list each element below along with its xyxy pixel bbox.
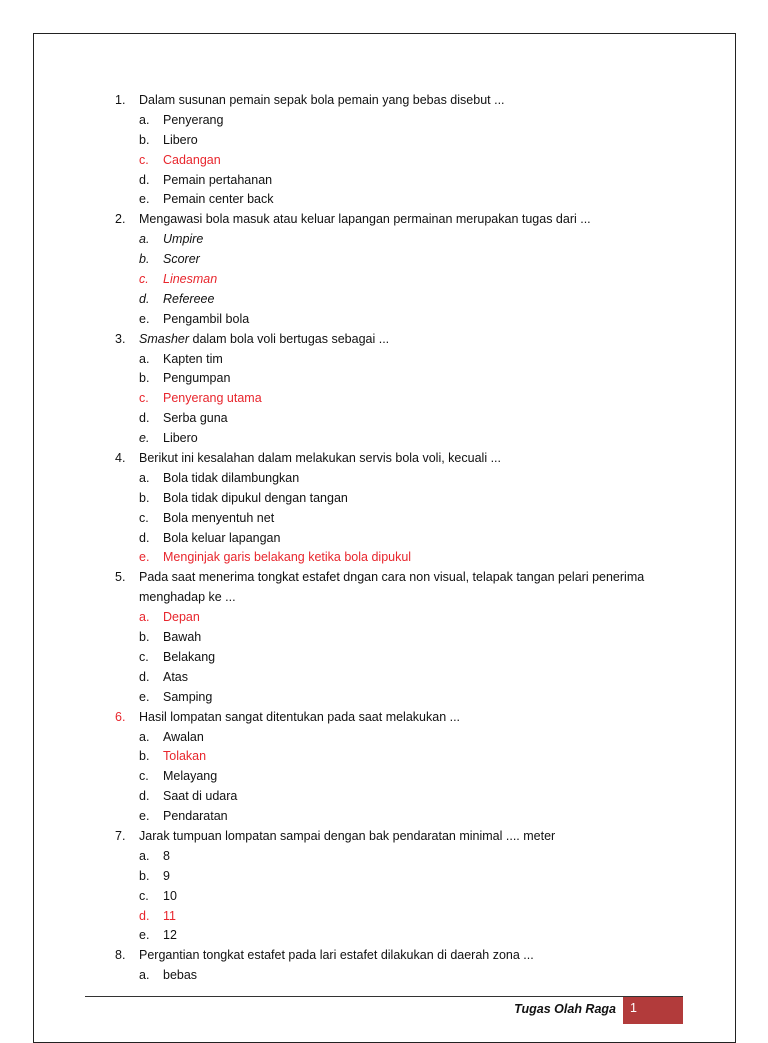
option-3a xyxy=(0,350,768,370)
option-4d xyxy=(0,529,768,549)
option-text: Belakang xyxy=(163,649,216,664)
option-text: Bola menyentuh net xyxy=(163,510,275,525)
option-6c xyxy=(0,767,768,787)
question-list xyxy=(0,91,768,986)
option-letter: e. xyxy=(139,431,150,446)
question-number: 6. xyxy=(115,709,126,724)
option-2c-answer xyxy=(0,270,768,290)
option-text: Pengumpan xyxy=(163,371,231,386)
option-1a xyxy=(0,111,768,131)
option-letter: a. xyxy=(139,968,150,983)
question-text: Pada saat menerima tongkat estafet dngan cara non visual, telapak tangan pelari penerima xyxy=(139,570,645,585)
option-text: Bola keluar lapangan xyxy=(163,530,281,545)
option-7c xyxy=(0,887,768,907)
option-letter: d. xyxy=(139,411,150,426)
option-6b-answer xyxy=(0,747,768,767)
option-letter: a. xyxy=(139,729,150,744)
option-6d xyxy=(0,787,768,807)
option-7b xyxy=(0,867,768,887)
option-text: Pendaratan xyxy=(163,809,228,824)
question-1 xyxy=(0,91,768,111)
question-text-italic: Smasher xyxy=(139,331,190,346)
option-7e xyxy=(0,926,768,946)
option-text: 12 xyxy=(163,928,177,943)
option-letter: b. xyxy=(139,371,150,386)
question-number: 4. xyxy=(115,451,126,466)
option-5d xyxy=(0,668,768,688)
option-letter: b. xyxy=(139,490,150,505)
option-text: Penyerang utama xyxy=(163,391,262,406)
option-letter: d. xyxy=(139,291,150,306)
option-3c-answer xyxy=(0,389,768,409)
option-text: 9 xyxy=(163,868,170,883)
option-letter: d. xyxy=(139,908,150,923)
option-text: Atas xyxy=(163,669,189,684)
question-8 xyxy=(0,946,768,966)
option-letter: c. xyxy=(139,391,149,406)
option-text: Melayang xyxy=(163,769,218,784)
option-letter: e. xyxy=(139,311,150,326)
option-letter: a. xyxy=(139,232,150,247)
question-text: Mengawasi bola masuk atau keluar lapangan permainan merupakan tugas dari ... xyxy=(139,212,591,227)
option-4c xyxy=(0,509,768,529)
option-4e-answer xyxy=(0,548,768,568)
question-text xyxy=(139,330,389,350)
option-2a xyxy=(0,230,768,250)
option-3b xyxy=(0,369,768,389)
question-text: Jarak tumpuan lompatan sampai dengan bak pendaratan minimal .... meter xyxy=(139,828,556,843)
option-letter: c. xyxy=(139,769,149,784)
option-2e xyxy=(0,310,768,330)
option-letter: b. xyxy=(139,749,150,764)
option-text: Bawah xyxy=(163,630,202,645)
question-3 xyxy=(0,330,768,350)
option-letter: a. xyxy=(139,112,150,127)
option-letter: b. xyxy=(139,868,150,883)
option-text: Kapten tim xyxy=(163,351,223,366)
option-letter: b. xyxy=(139,630,150,645)
question-number: 2. xyxy=(115,212,126,227)
option-letter: a. xyxy=(139,848,150,863)
option-text: Cadangan xyxy=(163,152,221,167)
option-letter: e. xyxy=(139,550,150,565)
option-7d-answer xyxy=(0,907,768,927)
footer-title: Tugas Olah Raga xyxy=(514,1002,616,1016)
option-3e xyxy=(0,429,768,449)
option-text: Bola tidak dilambungkan xyxy=(163,470,300,485)
option-letter: d. xyxy=(139,172,150,187)
option-text: Tolakan xyxy=(163,749,207,764)
option-5e xyxy=(0,688,768,708)
question-2 xyxy=(0,210,768,230)
option-6a xyxy=(0,728,768,748)
option-1e xyxy=(0,190,768,210)
option-7a xyxy=(0,847,768,867)
option-text: Saat di udara xyxy=(163,789,238,804)
option-1b xyxy=(0,131,768,151)
question-text: Pergantian tongkat estafet pada lari estafet dilakukan di daerah zona ... xyxy=(139,948,534,963)
option-text: Pemain center back xyxy=(163,192,274,207)
option-5b xyxy=(0,628,768,648)
question-5-continuation xyxy=(0,588,768,608)
option-text: 11 xyxy=(163,908,176,923)
option-letter: c. xyxy=(139,152,149,167)
option-letter: d. xyxy=(139,789,150,804)
option-text: Bola tidak dipukul dengan tangan xyxy=(163,490,348,505)
question-text-continuation: menghadap ke ... xyxy=(139,590,236,605)
question-number: 7. xyxy=(115,828,126,843)
question-5 xyxy=(0,568,768,588)
option-text: Refereee xyxy=(163,291,215,306)
option-letter: a. xyxy=(139,610,150,625)
option-text: Menginjak garis belakang ketika bola dipukul xyxy=(163,550,412,565)
option-letter: e. xyxy=(139,689,150,704)
question-text-rest: dalam bola voli bertugas sebagai ... xyxy=(189,331,390,346)
footer-divider xyxy=(85,996,683,997)
option-5a-answer xyxy=(0,608,768,628)
option-8a xyxy=(0,966,768,986)
question-4 xyxy=(0,449,768,469)
option-letter: a. xyxy=(139,470,150,485)
option-letter: a. xyxy=(139,351,150,366)
option-letter: e. xyxy=(139,928,150,943)
option-letter: e. xyxy=(139,192,150,207)
option-letter: d. xyxy=(139,530,150,545)
question-number: 8. xyxy=(115,948,126,963)
option-4a xyxy=(0,469,768,489)
question-text: Dalam susunan pemain sepak bola pemain yang bebas disebut ... xyxy=(139,93,505,107)
option-text: Libero xyxy=(163,431,198,446)
option-letter: c. xyxy=(139,649,149,664)
option-1c-answer xyxy=(0,151,768,171)
question-number: 1. xyxy=(115,93,126,107)
option-2d xyxy=(0,290,768,310)
option-text: 10 xyxy=(163,888,177,903)
option-text: Serba guna xyxy=(163,411,228,426)
option-text: Umpire xyxy=(163,232,204,247)
option-text: bebas xyxy=(163,968,198,983)
question-text: Hasil lompatan sangat ditentukan pada saat melakukan ... xyxy=(139,709,461,724)
page-number-badge: 1 xyxy=(623,997,683,1024)
option-letter: b. xyxy=(139,132,150,147)
option-text: Pengambil bola xyxy=(163,311,250,326)
option-4b xyxy=(0,489,768,509)
option-1d xyxy=(0,171,768,191)
question-text: Berikut ini kesalahan dalam melakukan servis bola voli, kecuali ... xyxy=(139,451,501,466)
option-letter: d. xyxy=(139,669,150,684)
option-text: 8 xyxy=(163,848,170,863)
option-text: Libero xyxy=(163,132,198,147)
option-text: Scorer xyxy=(163,252,200,267)
option-letter: c. xyxy=(139,510,149,525)
option-text: Samping xyxy=(163,689,213,704)
option-text: Linesman xyxy=(163,272,218,287)
question-6 xyxy=(0,708,768,728)
option-letter: e. xyxy=(139,809,150,824)
option-6e xyxy=(0,807,768,827)
option-letter: c. xyxy=(139,272,149,287)
option-5c xyxy=(0,648,768,668)
option-letter: b. xyxy=(139,252,150,267)
question-7 xyxy=(0,827,768,847)
option-2b xyxy=(0,250,768,270)
question-number: 5. xyxy=(115,570,126,585)
option-text: Awalan xyxy=(163,729,204,744)
question-number: 3. xyxy=(115,331,126,346)
option-text: Penyerang xyxy=(163,112,224,127)
option-text: Pemain pertahanan xyxy=(163,172,273,187)
option-text: Depan xyxy=(163,610,200,625)
option-letter: c. xyxy=(139,888,149,903)
option-3d xyxy=(0,409,768,429)
